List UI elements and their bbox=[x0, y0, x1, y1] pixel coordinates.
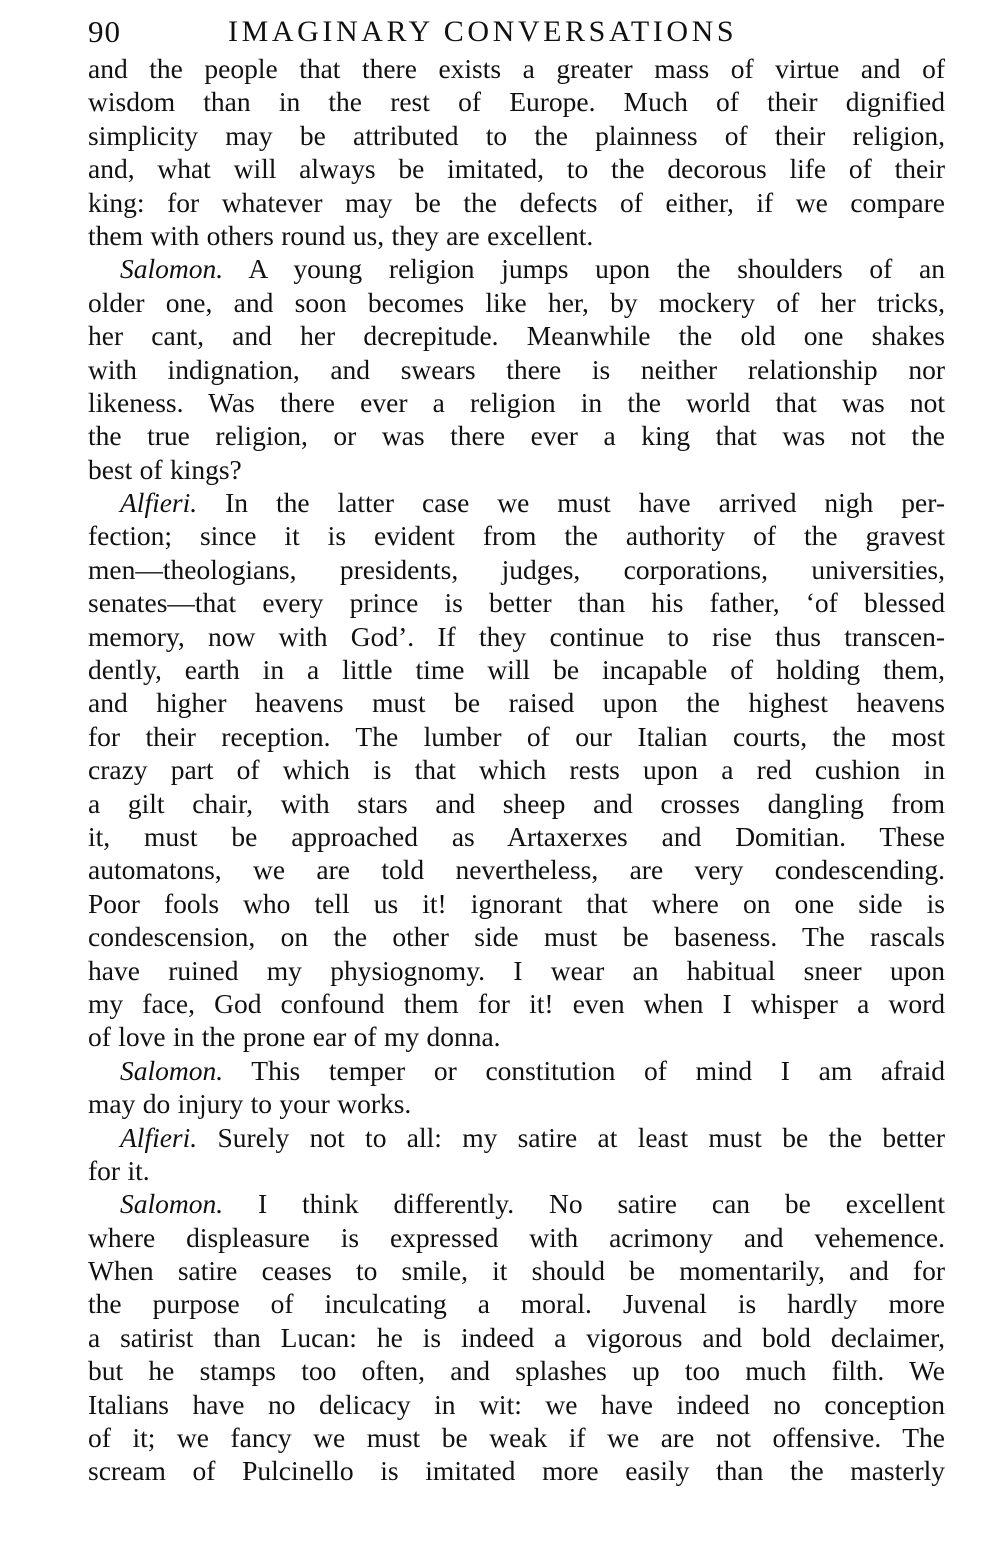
line-text: senates—that every prince is better than his father, ‘of blessed bbox=[88, 587, 945, 619]
book-page bbox=[88, 12, 945, 1488]
line-text: with indignation, and swears there is neither relationship nor bbox=[88, 353, 945, 385]
line-text: Italians have no delicacy in wit: we have indeed no conception bbox=[88, 1388, 945, 1420]
line-text: condescension, on the other side must be baseness. The rascals bbox=[88, 921, 945, 953]
line-text: where displeasure is expressed with acrimony and vehemence. bbox=[88, 1221, 945, 1253]
speaker-name: Salomon. bbox=[120, 1188, 224, 1220]
line-text: Poor fools who tell us it! ignorant that where on one side is bbox=[88, 887, 945, 919]
line-text: crazy part of which is that which rests upon a red cushion in bbox=[88, 754, 945, 786]
line-text: a gilt chair, with stars and sheep and crosses dangling from bbox=[88, 787, 945, 819]
text-line bbox=[88, 887, 945, 920]
text-line bbox=[88, 419, 945, 452]
text-line bbox=[88, 620, 945, 653]
line-text: Surely not to all: my satire at least must be the better bbox=[197, 1121, 945, 1153]
text-line bbox=[88, 1454, 945, 1487]
speech-start-line bbox=[88, 252, 945, 285]
text-line bbox=[88, 85, 945, 118]
text-line bbox=[88, 519, 945, 552]
line-text: This temper or constitution of mind I am afraid bbox=[223, 1054, 945, 1086]
text-line bbox=[88, 319, 945, 352]
text-line bbox=[88, 1087, 945, 1120]
text-line bbox=[88, 1221, 945, 1254]
text-line bbox=[88, 586, 945, 619]
text-line bbox=[88, 753, 945, 786]
line-text: scream of Pulcinello is imitated more easily than the masterly bbox=[88, 1455, 945, 1487]
text-line bbox=[88, 853, 945, 886]
text-line bbox=[88, 119, 945, 152]
line-text: for it. bbox=[88, 1154, 150, 1186]
text-line bbox=[88, 820, 945, 853]
text-line bbox=[88, 686, 945, 719]
line-text: wisdom than in the rest of Europe. Much of their dignified bbox=[88, 86, 945, 118]
text-line bbox=[88, 1154, 945, 1187]
line-text: them with others round us, they are excellent. bbox=[88, 219, 594, 251]
line-text: of it; we fancy we must be weak if we are not offensive. The bbox=[88, 1422, 945, 1454]
text-line bbox=[88, 219, 945, 252]
text-line bbox=[88, 954, 945, 987]
running-head bbox=[88, 12, 945, 52]
body-text bbox=[88, 52, 945, 1488]
text-line bbox=[88, 1287, 945, 1320]
text-line bbox=[88, 1354, 945, 1387]
text-line bbox=[88, 1254, 945, 1287]
text-line bbox=[88, 1388, 945, 1421]
line-text: fection; since it is evident from the authority of the gravest bbox=[88, 520, 945, 552]
speech-start-line bbox=[88, 1187, 945, 1220]
line-text: my face, God confound them for it! even when I whisper a word bbox=[88, 987, 945, 1019]
line-text: the true religion, or was there ever a king that was not the bbox=[88, 420, 945, 452]
line-text: have ruined my physiognomy. I wear an habitual sneer upon bbox=[88, 954, 945, 986]
line-text: In the latter case we must have arrived nigh per- bbox=[197, 487, 945, 519]
speech-start-line bbox=[88, 1121, 945, 1154]
text-line bbox=[88, 553, 945, 586]
line-text: may do injury to your works. bbox=[88, 1088, 412, 1120]
line-text: and, what will always be imitated, to the decorous life of their bbox=[88, 153, 945, 185]
text-line bbox=[88, 1020, 945, 1053]
line-text: a satirist than Lucan: he is indeed a vigorous and bold declaimer, bbox=[88, 1321, 945, 1353]
line-text: simplicity may be attributed to the plainness of their religion, bbox=[88, 119, 945, 151]
line-text: and the people that there exists a greater mass of virtue and of bbox=[88, 53, 945, 84]
speaker-name: Alfieri. bbox=[120, 1121, 198, 1153]
line-text: I think differently. No satire can be excellent bbox=[223, 1188, 945, 1220]
text-line bbox=[88, 787, 945, 820]
line-text: dently, earth in a little time will be incapable of holding them, bbox=[88, 654, 945, 686]
page-number: 90 bbox=[88, 14, 121, 49]
text-line bbox=[88, 186, 945, 219]
line-text: and higher heavens must be raised upon the highest heavens bbox=[88, 687, 945, 719]
line-text: likeness. Was there ever a religion in the world that was not bbox=[88, 386, 945, 418]
text-line bbox=[88, 653, 945, 686]
line-text: A young religion jumps upon the shoulders of an bbox=[223, 253, 945, 285]
line-text: memory, now with God’. If they continue to rise thus transcen- bbox=[88, 620, 945, 652]
text-line bbox=[88, 1321, 945, 1354]
line-text: king: for whatever may be the defects of either, if we compare bbox=[88, 186, 945, 218]
line-text: When satire ceases to smile, it should be momentarily, and for bbox=[88, 1255, 945, 1287]
speech-start-line bbox=[88, 486, 945, 519]
text-line bbox=[88, 52, 945, 85]
line-text: for their reception. The lumber of our Italian courts, the most bbox=[88, 720, 945, 752]
text-line bbox=[88, 720, 945, 753]
line-text: it, must be approached as Artaxerxes and Domitian. These bbox=[88, 820, 945, 852]
text-line bbox=[88, 920, 945, 953]
line-text: best of kings? bbox=[88, 453, 242, 485]
line-text: older one, and soon becomes like her, by mockery of her tricks, bbox=[88, 286, 945, 318]
text-line bbox=[88, 453, 945, 486]
text-line bbox=[88, 987, 945, 1020]
text-line bbox=[88, 353, 945, 386]
text-line bbox=[88, 386, 945, 419]
line-text: men—theologians, presidents, judges, corporations, universities, bbox=[88, 553, 945, 585]
line-text: the purpose of inculcating a moral. Juvenal is hardly more bbox=[88, 1288, 945, 1320]
line-text: of love in the prone ear of my donna. bbox=[88, 1021, 501, 1053]
text-line bbox=[88, 286, 945, 319]
speaker-name: Salomon. bbox=[120, 1054, 224, 1086]
line-text: automatons, we are told nevertheless, are very condescending. bbox=[88, 854, 945, 886]
text-line bbox=[88, 152, 945, 185]
line-text: her cant, and her decrepitude. Meanwhile the old one shakes bbox=[88, 320, 945, 352]
speech-start-line bbox=[88, 1054, 945, 1087]
speaker-name: Alfieri. bbox=[120, 487, 198, 519]
running-title: IMAGINARY CONVERSATIONS bbox=[228, 15, 738, 48]
text-line bbox=[88, 1421, 945, 1454]
line-text: but he stamps too often, and splashes up too much filth. We bbox=[88, 1355, 945, 1387]
speaker-name: Salomon. bbox=[120, 253, 224, 285]
